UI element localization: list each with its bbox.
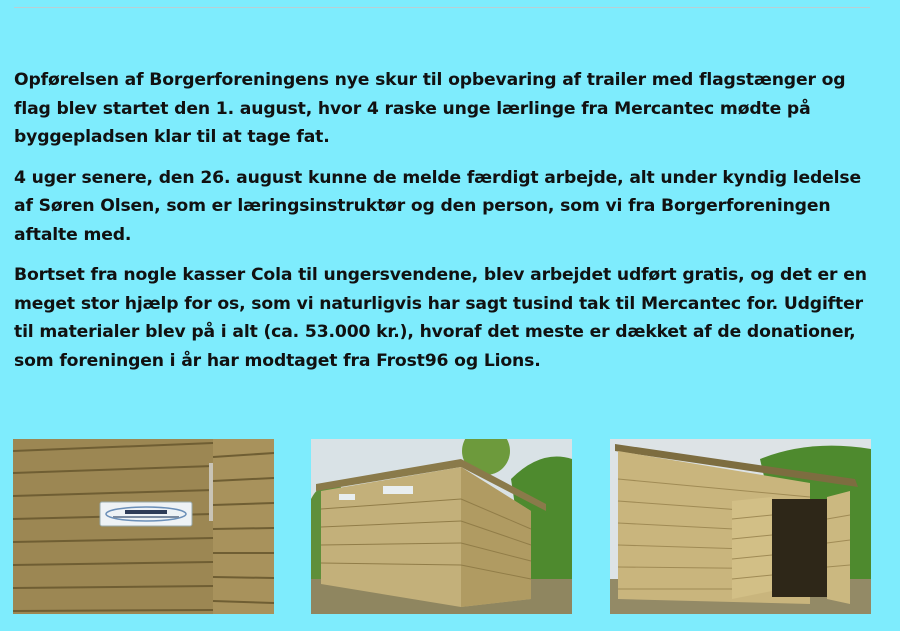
article-paragraph: Bortset fra nogle kasser Cola til ungersvendene, blev arbejdet udført gratis, og det er en meget stor hjælp for os, som vi naturligvis har sagt tusind tak til Mercantec for. Udgifter til materialer blev på i alt (ca. 53.000 kr.), hvoraf det meste er dækket af de donationer, som foreningen i år har modtaget fra Frost96 og Lions. <box>14 265 867 371</box>
article-paragraph: Opførelsen af Borgerforeningens nye skur til opbevaring af trailer med flagstænger og flag blev startet den 1. august, hvor 4 raske unge lærlinge fra Mercantec mødte på byggepladsen klar til at tage fat. <box>14 70 846 147</box>
article-body <box>14 66 874 387</box>
shed-open-doors-photo[interactable] <box>610 439 871 614</box>
article-paragraph: 4 uger senere, den 26. august kunne de melde færdigt arbejde, alt under kyndig ledelse af Søren Olsen, som er læringsinstruktør og den person, som vi fra Borgerforeningen aftalte med. <box>14 167 861 245</box>
shed-side-view-photo[interactable] <box>311 439 572 614</box>
top-divider <box>14 7 870 8</box>
shed-wall-with-sign-photo[interactable] <box>13 439 274 614</box>
